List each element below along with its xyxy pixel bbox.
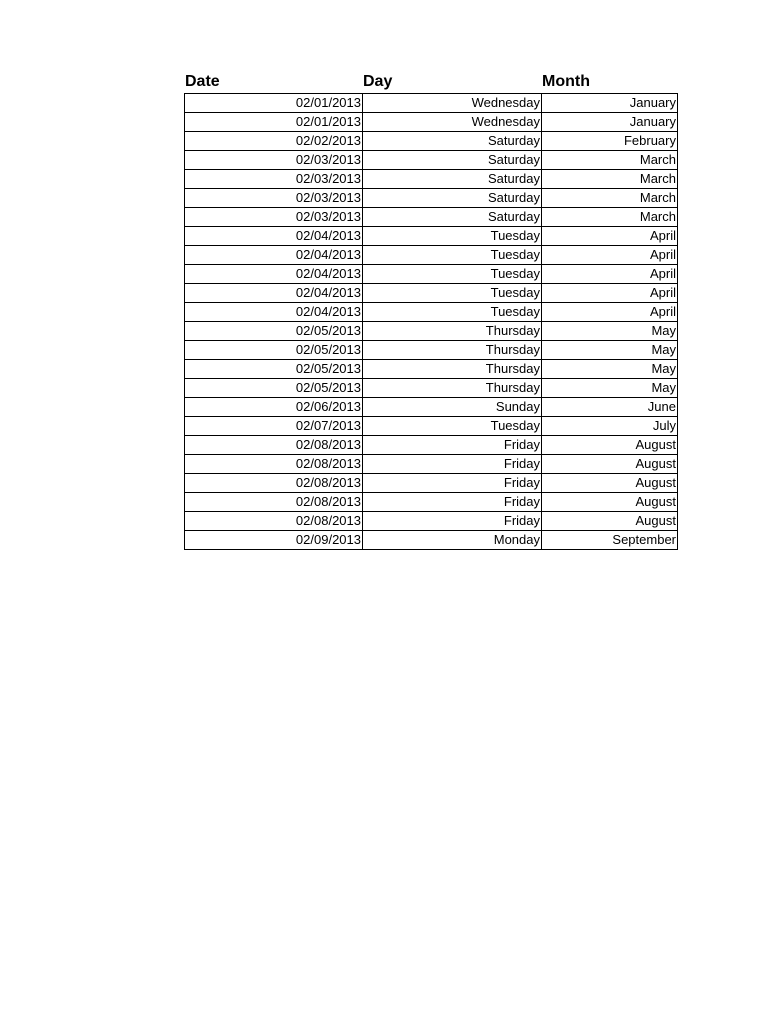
date-cell[interactable]: 02/03/2013 xyxy=(185,170,363,189)
day-cell[interactable]: Tuesday xyxy=(363,265,542,284)
day-cell[interactable]: Sunday xyxy=(363,398,542,417)
date-cell[interactable]: 02/08/2013 xyxy=(185,493,363,512)
date-cell[interactable]: 02/03/2013 xyxy=(185,208,363,227)
date-cell[interactable]: 02/04/2013 xyxy=(185,303,363,322)
date-cell[interactable]: 02/05/2013 xyxy=(185,360,363,379)
month-cell[interactable]: April xyxy=(542,284,678,303)
month-cell[interactable]: April xyxy=(542,265,678,284)
month-cell[interactable]: May xyxy=(542,360,678,379)
table-row xyxy=(185,151,678,170)
table-row xyxy=(185,265,678,284)
month-cell[interactable]: August xyxy=(542,474,678,493)
month-cell[interactable]: August xyxy=(542,512,678,531)
day-cell[interactable]: Thursday xyxy=(363,322,542,341)
table-row xyxy=(185,284,678,303)
column-header-day[interactable]: Day xyxy=(363,73,393,90)
table-row xyxy=(185,189,678,208)
day-cell[interactable]: Tuesday xyxy=(363,246,542,265)
day-cell[interactable]: Thursday xyxy=(363,360,542,379)
table-row xyxy=(185,132,678,151)
day-cell[interactable]: Saturday xyxy=(363,132,542,151)
column-header-date[interactable]: Date xyxy=(185,73,220,90)
month-cell[interactable]: March xyxy=(542,189,678,208)
table-row xyxy=(185,512,678,531)
month-cell[interactable]: September xyxy=(542,531,678,550)
month-cell[interactable]: August xyxy=(542,493,678,512)
month-cell[interactable]: June xyxy=(542,398,678,417)
date-cell[interactable]: 02/05/2013 xyxy=(185,379,363,398)
month-cell[interactable]: January xyxy=(542,94,678,113)
date-cell[interactable]: 02/06/2013 xyxy=(185,398,363,417)
date-cell[interactable]: 02/01/2013 xyxy=(185,94,363,113)
table-row xyxy=(185,303,678,322)
date-cell[interactable]: 02/04/2013 xyxy=(185,265,363,284)
month-cell[interactable]: May xyxy=(542,379,678,398)
month-cell[interactable]: March xyxy=(542,151,678,170)
month-cell[interactable]: April xyxy=(542,246,678,265)
day-cell[interactable]: Tuesday xyxy=(363,417,542,436)
month-cell[interactable]: March xyxy=(542,170,678,189)
table-row xyxy=(185,474,678,493)
day-cell[interactable]: Monday xyxy=(363,531,542,550)
day-cell[interactable]: Tuesday xyxy=(363,284,542,303)
date-cell[interactable]: 02/04/2013 xyxy=(185,227,363,246)
day-cell[interactable]: Friday xyxy=(363,455,542,474)
table-row xyxy=(185,531,678,550)
day-cell[interactable]: Tuesday xyxy=(363,303,542,322)
day-cell[interactable]: Thursday xyxy=(363,379,542,398)
day-cell[interactable]: Friday xyxy=(363,493,542,512)
month-cell[interactable]: April xyxy=(542,303,678,322)
day-cell[interactable]: Thursday xyxy=(363,341,542,360)
table-row xyxy=(185,227,678,246)
table-row xyxy=(185,379,678,398)
table-row xyxy=(185,341,678,360)
date-cell[interactable]: 02/09/2013 xyxy=(185,531,363,550)
table-row xyxy=(185,246,678,265)
day-cell[interactable]: Wednesday xyxy=(363,94,542,113)
table-row xyxy=(185,322,678,341)
table-row xyxy=(185,455,678,474)
table-row xyxy=(185,113,678,132)
day-cell[interactable]: Friday xyxy=(363,436,542,455)
day-cell[interactable]: Saturday xyxy=(363,170,542,189)
month-cell[interactable]: January xyxy=(542,113,678,132)
date-cell[interactable]: 02/03/2013 xyxy=(185,189,363,208)
day-cell[interactable]: Wednesday xyxy=(363,113,542,132)
month-cell[interactable]: May xyxy=(542,322,678,341)
table-row xyxy=(185,360,678,379)
month-cell[interactable]: May xyxy=(542,341,678,360)
month-cell[interactable]: April xyxy=(542,227,678,246)
table-row xyxy=(185,94,678,113)
table-row xyxy=(185,417,678,436)
day-cell[interactable]: Saturday xyxy=(363,208,542,227)
table-row xyxy=(185,398,678,417)
table-row xyxy=(185,170,678,189)
month-cell[interactable]: August xyxy=(542,455,678,474)
day-cell[interactable]: Tuesday xyxy=(363,227,542,246)
date-cell[interactable]: 02/03/2013 xyxy=(185,151,363,170)
date-cell[interactable]: 02/05/2013 xyxy=(185,341,363,360)
date-cell[interactable]: 02/08/2013 xyxy=(185,474,363,493)
table-body xyxy=(185,94,678,550)
date-cell[interactable]: 02/04/2013 xyxy=(185,284,363,303)
column-header-month[interactable]: Month xyxy=(542,73,590,90)
date-cell[interactable]: 02/08/2013 xyxy=(185,512,363,531)
day-cell[interactable]: Friday xyxy=(363,474,542,493)
data-table xyxy=(184,93,678,550)
table-row xyxy=(185,208,678,227)
date-cell[interactable]: 02/04/2013 xyxy=(185,246,363,265)
day-cell[interactable]: Saturday xyxy=(363,151,542,170)
spreadsheet xyxy=(184,71,677,550)
table-row xyxy=(185,436,678,455)
day-cell[interactable]: Friday xyxy=(363,512,542,531)
month-cell[interactable]: August xyxy=(542,436,678,455)
date-cell[interactable]: 02/07/2013 xyxy=(185,417,363,436)
table-row xyxy=(185,493,678,512)
date-cell[interactable]: 02/08/2013 xyxy=(185,436,363,455)
month-cell[interactable]: February xyxy=(542,132,678,151)
date-cell[interactable]: 02/08/2013 xyxy=(185,455,363,474)
month-cell[interactable]: July xyxy=(542,417,678,436)
day-cell[interactable]: Saturday xyxy=(363,189,542,208)
date-cell[interactable]: 02/05/2013 xyxy=(185,322,363,341)
header-row xyxy=(184,71,677,93)
month-cell[interactable]: March xyxy=(542,208,678,227)
date-cell[interactable]: 02/02/2013 xyxy=(185,132,363,151)
date-cell[interactable]: 02/01/2013 xyxy=(185,113,363,132)
